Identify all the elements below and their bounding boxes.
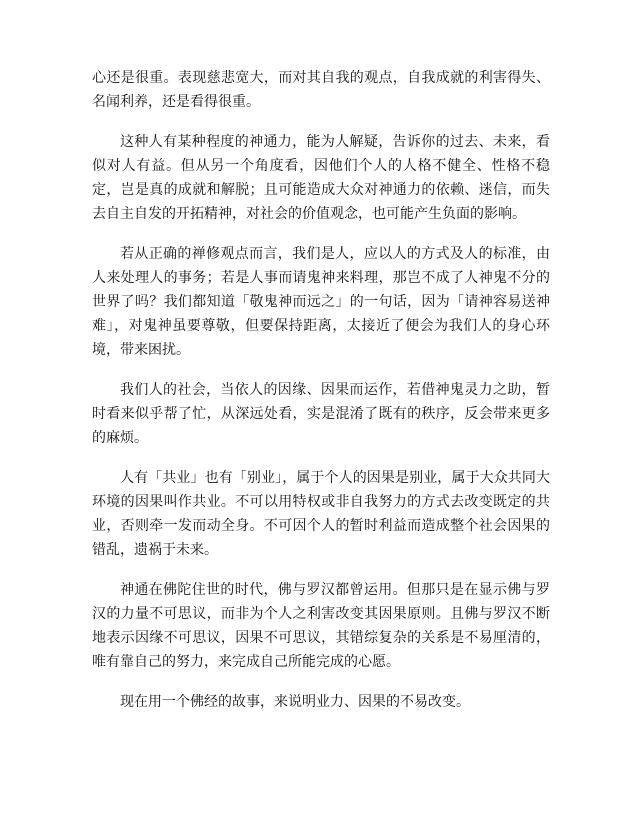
paragraph-continuation: 心还是很重。表现慈悲宽大，而对其自我的观点，自我成就的利害得失、名闻利养，还是看得很重。	[92, 70, 550, 110]
paragraph-chan-viewpoint: 若从正确的禅修观点而言，我们是人，应以人的方式及人的标准，由人来处理人的事务；若是人事而请鬼神来料理，那岂不成了人神鬼不分的世界了吗？我们都知道「敬鬼神而远之」的一句话，因为「请神容易送神难」，对鬼神虽要尊敬，但要保持距离，太接近了便会为我们人的身心环境，带来困扰。	[92, 246, 550, 358]
paragraph-story-intro: 现在用一个佛经的故事，来说明业力、因果的不易改变。	[120, 694, 470, 710]
paragraph-human-society: 我们人的社会，当依人的因缘、因果而运作，若借神鬼灵力之助，暂时看来似乎帮了忙，从深远处看，实是混淆了既有的秩序，反会带来更多的麻烦。	[92, 382, 550, 446]
paragraph-supernatural-power: 这种人有某种程度的神通力，能为人解疑，告诉你的过去、未来，看似对人有益。但从另一个角度看，因他们个人的人格不健全、性格不稳定，岂是真的成就和解脱；且可能造成大众对神通力的依赖、迷信，而失去自主自发的开拓精神，对社会的价值观念，也可能产生负面的影响。	[92, 134, 550, 222]
paragraph-collective-karma: 人有「共业」也有「别业」，属于个人的因果是别业，属于大众共同大环境的因果叫作共业。不可以用特权或非自我努力的方式去改变既定的共业，否则牵一发而动全身。不可因个人的暂时利益而造成整个社会因果的错乱，遗祸于未来。	[92, 470, 550, 558]
document-body	[92, 66, 550, 730]
paragraph-buddha-era: 神通在佛陀住世的时代，佛与罗汉都曾运用。但那只是在显示佛与罗汉的力量不可思议，而非为个人之利害改变其因果原则。且佛与罗汉不断地表示因缘不可思议，因果不可思议，其错综复杂的关系是不易厘清的，唯有靠自己的努力，来完成自己所能完成的心愿。	[92, 582, 550, 670]
